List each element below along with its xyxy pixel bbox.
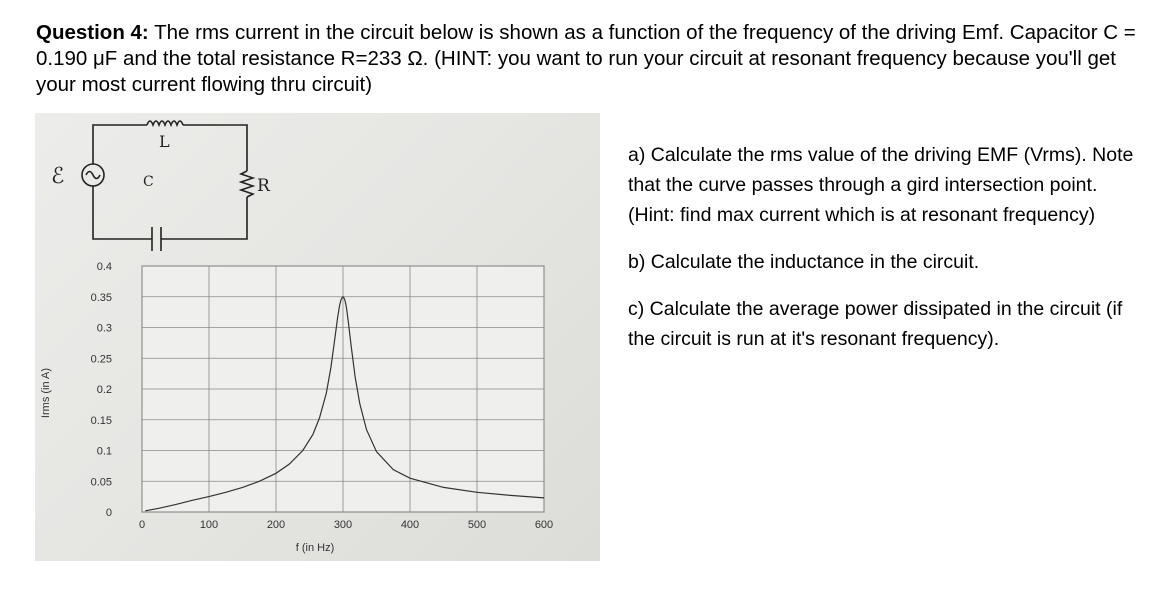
wire-bottom-right xyxy=(161,197,247,239)
x-tick-label: 100 xyxy=(199,519,219,531)
figure-svg xyxy=(35,113,600,561)
y-tick-label: 0.2 xyxy=(96,384,112,396)
capacitor-label: C xyxy=(143,174,154,190)
x-axis-label: f (in Hz) xyxy=(295,542,335,554)
question-body: The rms current in the circuit below is shown as a function of the frequency of the driving Emf. Capacitor C = 0.190 μF and the total resistance R=233 Ω. (HINT: you want to run your circuit at resonant frequency because you'll get your most current flowing thru circuit) xyxy=(36,21,1136,96)
irms-chart xyxy=(40,261,553,554)
wire-bottom-left xyxy=(93,186,152,239)
ac-wave-icon xyxy=(86,172,100,179)
x-tick-label: 0 xyxy=(138,519,146,531)
inductor-label: L xyxy=(159,132,170,151)
part-c: c) Calculate the average power dissipated in the circuit (if the circuit is run at it's resonant frequency). xyxy=(628,298,1123,350)
x-tick-labels xyxy=(139,519,553,531)
wire-top-right xyxy=(183,125,247,171)
part-a: a) Calculate the rms value of the driving EMF (Vrms). Note that the curve passes through a gird intersection point. (Hint: find max current which is at resonant frequency) xyxy=(628,144,1134,226)
x-tick-label: 300 xyxy=(333,519,353,531)
wire-top-left xyxy=(93,125,147,164)
y-tick-label: 0.25 xyxy=(90,353,112,366)
y-axis-label: Irms (in A) xyxy=(40,367,52,419)
y-tick-labels xyxy=(91,261,112,519)
question-text xyxy=(36,20,1146,98)
inductor-symbol xyxy=(147,121,183,125)
y-tick-label: 0 xyxy=(105,507,112,519)
y-tick-label: 0.05 xyxy=(90,476,112,489)
x-tick-label: 400 xyxy=(400,519,420,531)
resistor-symbol xyxy=(241,171,253,197)
y-tick-label: 0.35 xyxy=(90,291,112,304)
x-tick-label: 200 xyxy=(266,519,286,531)
y-tick-label: 0.3 xyxy=(96,322,112,335)
y-tick-label: 0.1 xyxy=(96,445,112,458)
part-b: b) Calculate the inductance in the circuit. xyxy=(628,251,980,273)
y-tick-label: 0.4 xyxy=(96,261,112,273)
figure-photo xyxy=(35,113,600,561)
question-label: Question 4: xyxy=(36,21,149,44)
resistor-label: R xyxy=(257,176,270,196)
x-tick-label: 600 xyxy=(534,519,554,531)
question-parts xyxy=(628,140,1148,371)
capacitor-symbol xyxy=(152,227,161,251)
x-tick-label: 500 xyxy=(467,519,487,531)
emf-label: ℰ xyxy=(51,164,65,189)
y-tick-label: 0.15 xyxy=(90,414,112,427)
